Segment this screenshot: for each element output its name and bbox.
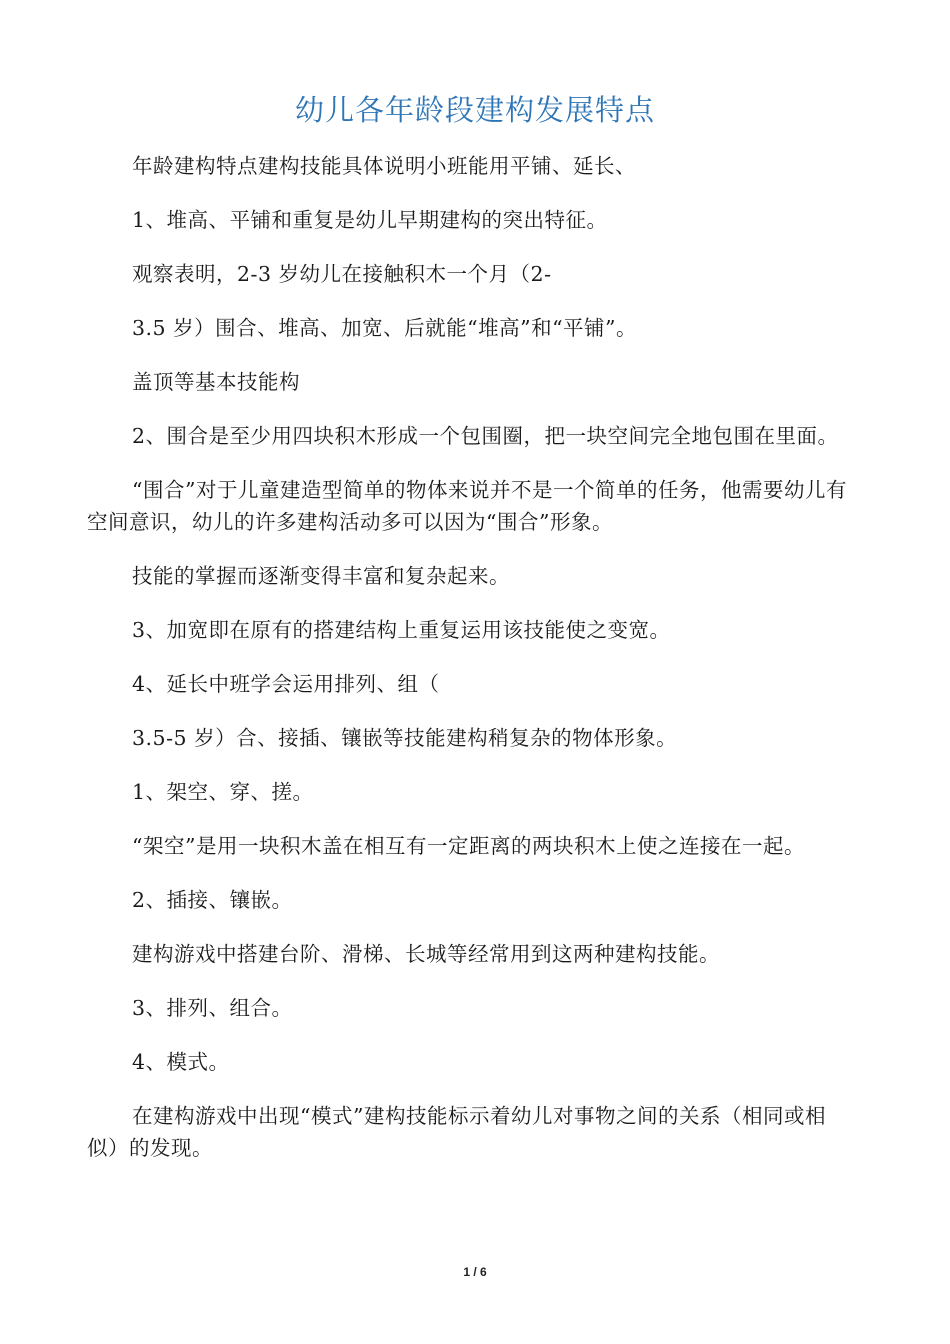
paragraph: 年龄建构特点建构技能具体说明小班能用平铺、延长、 — [132, 154, 636, 178]
paragraph: 3、排列、组合。 — [132, 996, 293, 1020]
paragraph: 3.5-5 岁）合、接插、镶嵌等技能建构稍复杂的物体形象。 — [132, 726, 678, 750]
paragraph: 1、架空、穿、搓。 — [132, 780, 314, 804]
page-indicator: 1 / 6 — [463, 1265, 487, 1279]
paragraph: 3.5 岁）围合、堆高、加宽、后就能“堆高”和“平铺”。 — [132, 316, 638, 340]
paragraph: “围合”对于儿童建造型简单的物体来说并不是一个简单的任务，他需要幼儿有空间意识，幼儿的许多建构活动多可以因为“围合”形象。 — [87, 478, 847, 534]
paragraph: 在建构游戏中出现“模式”建构技能标示着幼儿对事物之间的关系（相同或相似）的发现。 — [87, 1104, 826, 1160]
paragraph: 盖顶等基本技能构 — [132, 370, 300, 394]
paragraph: “架空”是用一块积木盖在相互有一定距离的两块积木上使之连接在一起。 — [132, 834, 805, 858]
paragraph: 4、模式。 — [132, 1050, 230, 1074]
document-body — [87, 150, 847, 1186]
document-title: 幼儿各年龄段建构发展特点 — [294, 93, 655, 127]
paragraph: 技能的掌握而逐渐变得丰富和复杂起来。 — [132, 564, 510, 588]
paragraph: 3、加宽即在原有的搭建结构上重复运用该技能使之变宽。 — [132, 618, 671, 642]
paragraph: 2、围合是至少用四块积木形成一个包围圈，把一块空间完全地包围在里面。 — [132, 424, 839, 448]
paragraph: 1、堆高、平铺和重复是幼儿早期建构的突出特征。 — [132, 208, 608, 232]
paragraph: 观察表明，2-3 岁幼儿在接触积木一个月（2- — [132, 262, 552, 286]
paragraph: 4、延长中班学会运用排列、组（ — [132, 672, 440, 696]
paragraph: 2、插接、镶嵌。 — [132, 888, 293, 912]
paragraph: 建构游戏中搭建台阶、滑梯、长城等经常用到这两种建构技能。 — [132, 942, 720, 966]
